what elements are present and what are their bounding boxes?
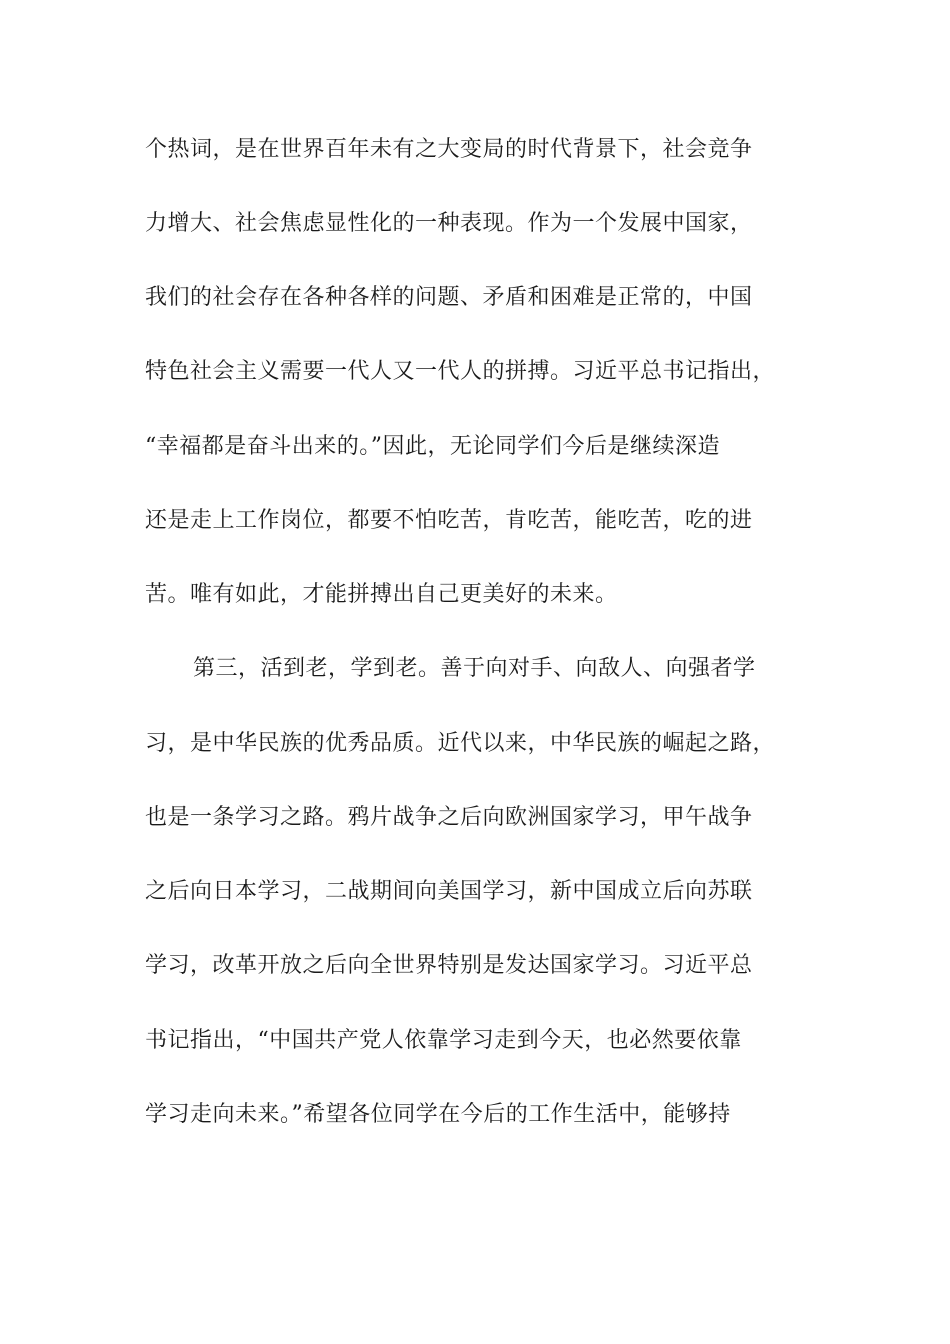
text-line-13: 书记指出，“中国共产党人依靠学习走到今天，也必然要依靠 (145, 1028, 742, 1053)
text-line-14: 学习走向未来。”希望各位同学在今后的工作生活中，能够持 (145, 1102, 731, 1127)
paragraph-start-line: 第三，活到老，学到老。善于向对手、向敌人、向强者学 (193, 656, 756, 681)
text-line-9: 习，是中华民族的优秀品质。近代以来，中华民族的崛起之路， (145, 731, 776, 756)
text-line-12: 学习，改革开放之后向全世界特别是发达国家学习。习近平总 (145, 953, 753, 978)
text-line-7: 苦。唯有如此，才能拼搏出自己更美好的未来。 (145, 582, 618, 607)
text-line-10: 也是一条学习之路。鸦片战争之后向欧洲国家学习，甲午战争 (145, 805, 753, 830)
text-line-4: 特色社会主义需要一代人又一代人的拼搏。习近平总书记指出， (145, 359, 776, 384)
text-line-6: 还是走上工作岗位，都要不怕吃苦，肯吃苦，能吃苦，吃的进 (145, 508, 753, 533)
text-line-11: 之后向日本学习，二战期间向美国学习，新中国成立后向苏联 (145, 879, 753, 904)
text-line-5: “幸福都是奋斗出来的。”因此，无论同学们今后是继续深造 (145, 434, 720, 459)
text-line-3: 我们的社会存在各种各样的问题、矛盾和困难是正常的，中国 (145, 285, 753, 310)
text-line-1: 个热词，是在世界百年未有之大变局的时代背景下，社会竞争 (145, 137, 753, 162)
text-line-2: 力增大、社会焦虑显性化的一种表现。作为一个发展中国家， (145, 211, 753, 236)
